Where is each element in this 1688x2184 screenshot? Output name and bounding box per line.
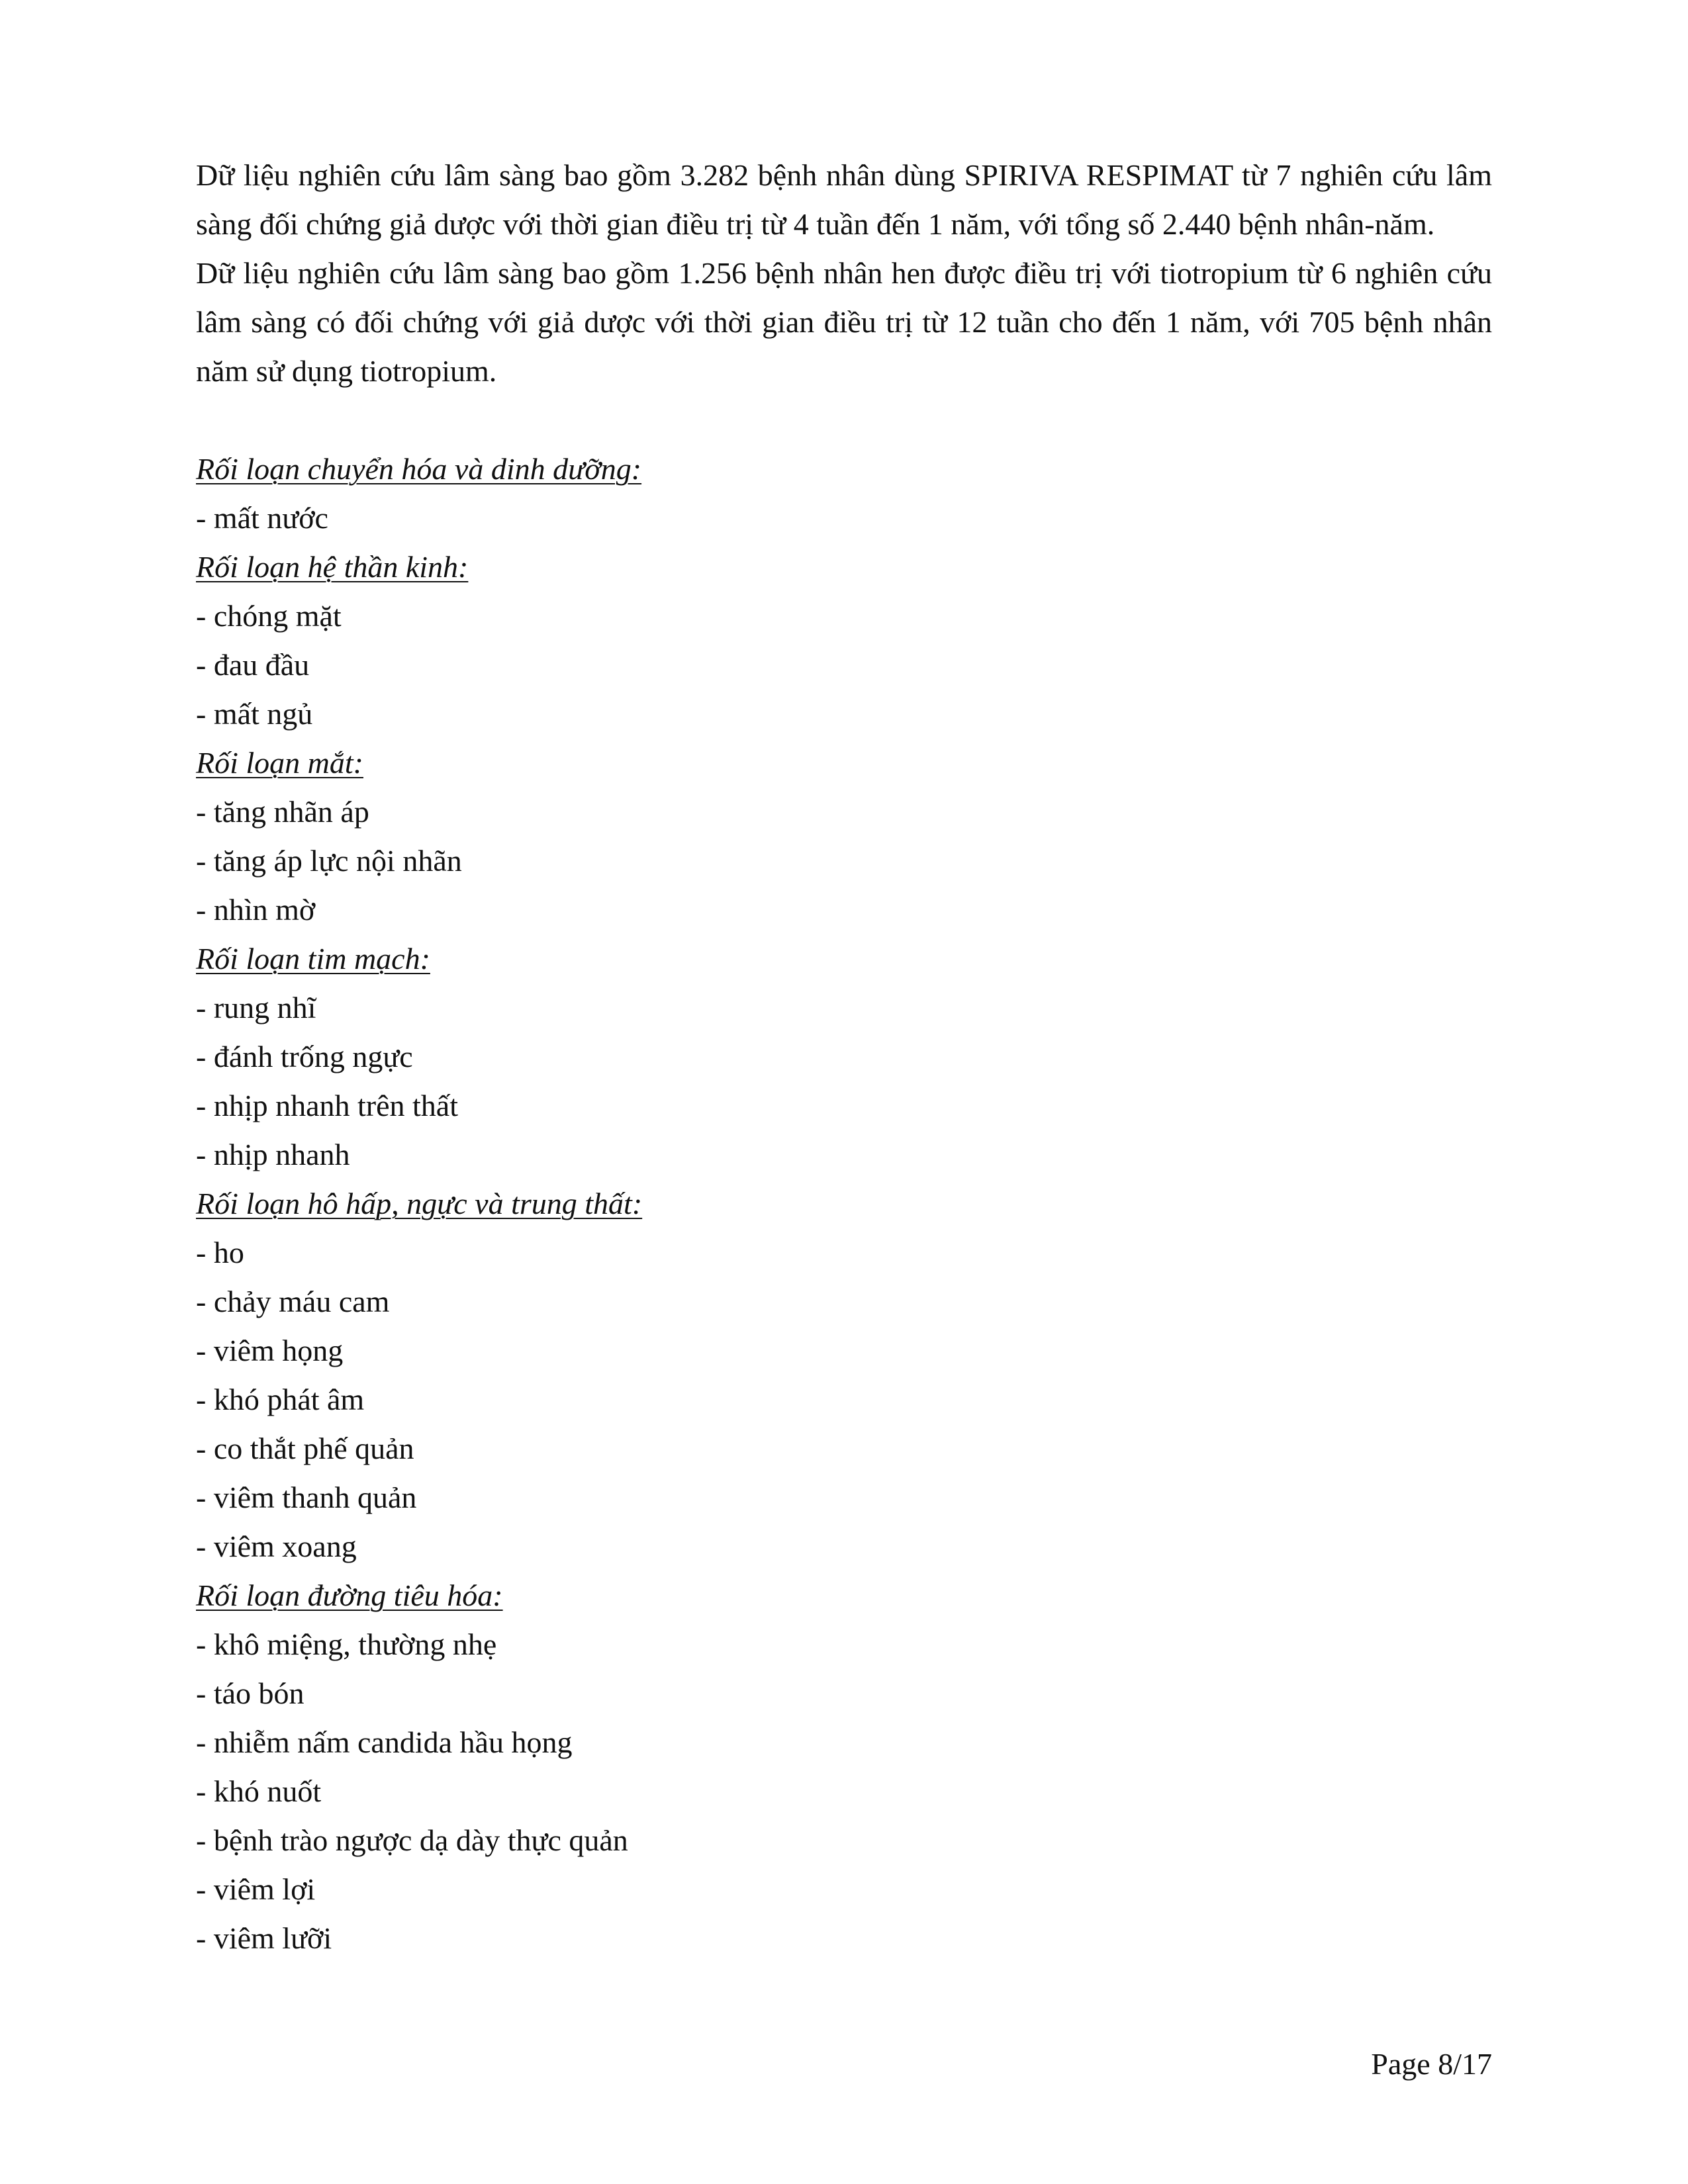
adverse-effect-list: [196, 592, 1492, 739]
list-item: - chóng mặt: [196, 599, 342, 633]
page-number: Page 8/17: [1371, 2047, 1492, 2081]
list-item: - đau đầu: [196, 648, 310, 682]
list-item: - viêm họng: [196, 1334, 344, 1367]
list-item: - viêm thanh quản: [196, 1480, 417, 1514]
adverse-effect-list: [196, 1620, 1492, 1963]
section-cardiac: [196, 934, 1492, 1179]
adverse-effect-list: [196, 1228, 1492, 1571]
section-heading: Rối loạn hệ thần kinh:: [196, 550, 469, 584]
paragraph-spacer: [196, 396, 1492, 445]
list-item: - mất ngủ: [196, 697, 313, 731]
list-item: - viêm lưỡi: [196, 1921, 332, 1955]
intro-paragraph-1: Dữ liệu nghiên cứu lâm sàng bao gồm 3.282 bệnh nhân dùng SPIRIVA RESPIMAT từ 7 nghiên cứu lâm sàng đối chứng giả dược với thời gian điều trị từ 4 tuần đến 1 năm, với tổng số 2.440 bệnh nhân-năm.: [196, 158, 1492, 241]
section-gastrointestinal: [196, 1571, 1492, 1963]
list-item: - viêm xoang: [196, 1529, 357, 1563]
list-item: - ho: [196, 1236, 244, 1269]
list-item: - khó nuốt: [196, 1774, 322, 1808]
list-item: - khô miệng, thường nhẹ: [196, 1627, 497, 1661]
adverse-effect-list: [196, 494, 1492, 543]
list-item: - tăng nhãn áp: [196, 795, 369, 829]
section-heading: Rối loạn mắt:: [196, 746, 363, 780]
adverse-effect-list: [196, 788, 1492, 934]
list-item: - tăng áp lực nội nhãn: [196, 844, 462, 878]
section-heading: Rối loạn hô hấp, ngực và trung thất:: [196, 1187, 643, 1220]
section-heading: Rối loạn tim mạch:: [196, 942, 430, 976]
list-item: - mất nước: [196, 501, 328, 535]
list-item: - rung nhĩ: [196, 991, 316, 1024]
list-item: - nhìn mờ: [196, 893, 316, 927]
section-eye: [196, 739, 1492, 934]
adverse-effect-list: [196, 983, 1492, 1179]
list-item: - viêm lợi: [196, 1872, 316, 1906]
list-item: - táo bón: [196, 1676, 305, 1710]
section-metabolism-nutrition: [196, 445, 1492, 543]
list-item: - nhịp nhanh trên thất: [196, 1089, 459, 1122]
list-item: - nhiễm nấm candida hầu họng: [196, 1725, 573, 1759]
list-item: - bệnh trào ngược dạ dày thực quản: [196, 1823, 628, 1857]
list-item: - đánh trống ngực: [196, 1040, 413, 1073]
section-respiratory: [196, 1179, 1492, 1571]
section-heading: Rối loạn đường tiêu hóa:: [196, 1578, 503, 1612]
list-item: - chảy máu cam: [196, 1285, 390, 1318]
list-item: - khó phát âm: [196, 1383, 365, 1416]
page-content: [196, 151, 1492, 1963]
section-heading: Rối loạn chuyển hóa và dinh dưỡng:: [196, 452, 642, 486]
list-item: - nhịp nhanh: [196, 1138, 350, 1171]
section-nervous-system: [196, 543, 1492, 739]
list-item: - co thắt phế quản: [196, 1432, 414, 1465]
intro-paragraph-2: Dữ liệu nghiên cứu lâm sàng bao gồm 1.256 bệnh nhân hen được điều trị với tiotropium từ 6 nghiên cứu lâm sàng có đối chứng với giả dược với thời gian điều trị từ 12 tuần cho đến 1 năm, với 705 bệnh nhân năm sử dụng tiotropium.: [196, 256, 1492, 388]
